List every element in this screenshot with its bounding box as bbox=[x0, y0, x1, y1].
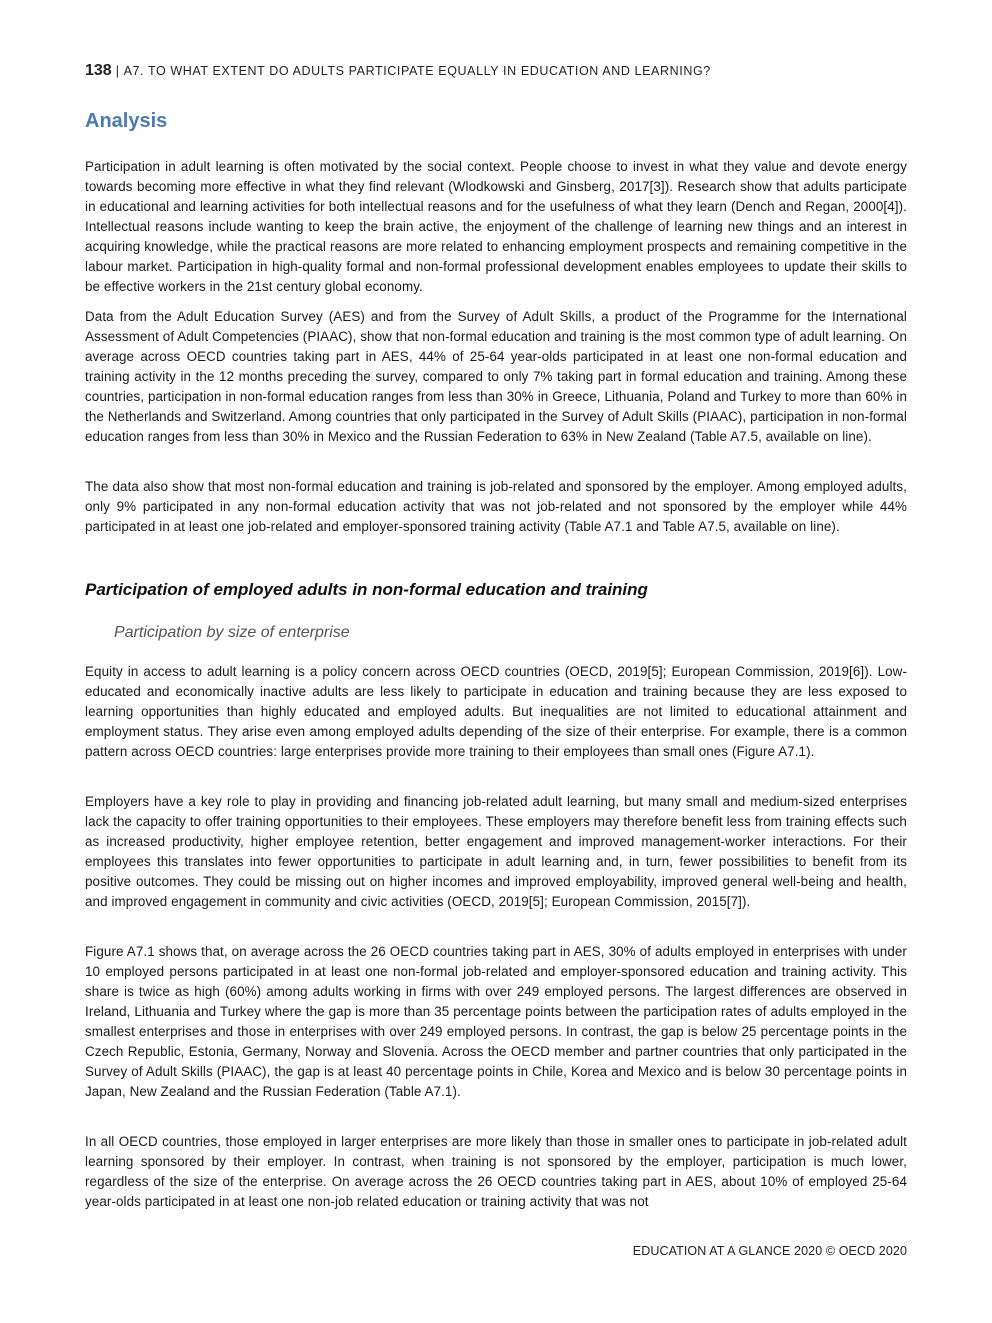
section-title: Analysis bbox=[85, 110, 168, 132]
subsection-title: Participation of employed adults in non-formal education and training bbox=[85, 580, 648, 599]
page-footer: EDUCATION AT A GLANCE 2020 © OECD 2020 bbox=[632, 1244, 907, 1258]
paragraph-employers: Employers have a key role to play in providing and financing job-related adult learning, but many small and medium-sized enterprises lack the capacity to offer training opportunities to their employees. These employers may therefore benefit less from training effects such as increased productivity, higher employee retention, better engagement and improved management-worker interactions. For their employees this translates into fewer opportunities to participate in adult learning and, in turn, fewer possibilities to benefit from its positive outcomes. They could be missing out on higher incomes and improved employability, improved general well-being and health, and improved engagement in community and civic activities (OECD, 2019[5]; European Commission, 2015[7]). bbox=[85, 794, 907, 909]
paragraph-equity: Equity in access to adult learning is a policy concern across OECD countries (OECD, 2019[5]; European Commission, 2019[6]). Low-educated and economically inactive adults are less likely to participate in education and training because they are less exposed to learning opportunities than highly educated and employed adults. But inequalities are not limited to educational attainment and employment status. They arise even among employed adults depending of the size of their enterprise. For example, there is a common pattern across OECD countries: large enterprises provide more training to their employees than small ones (Figure A7.1). bbox=[85, 664, 907, 759]
paragraph-larger-enterprises: In all OECD countries, those employed in larger enterprises are more likely than those in smaller ones to participate in job-related adult learning sponsored by their employer. In contrast, when training is not sponsored by the employer, participation is much lower, regardless of the size of the enterprise. On average across the 26 OECD countries taking part in AES, about 10% of employed 25-64 year-olds participated in at least one non-job related education or training activity that was not bbox=[85, 1134, 907, 1209]
paragraph-figure-a7-1: Figure A7.1 shows that, on average across the 26 OECD countries taking part in AES, 30% of adults employed in enterprises with under 10 employed persons participated in at least one non-formal job-related and employer-sponsored education and training activity. This share is twice as high (60%) among adults working in firms with over 249 employed persons. The largest differences are observed in Ireland, Lithuania and Turkey where the gap is more than 35 percentage points between the participation rates of adults employed in the smallest enterprises and those in enterprises with over 249 employed persons. In contrast, the gap is below 25 percentage points in the Czech Republic, Estonia, Germany, Norway and Slovenia. Across the OECD member and partner countries that only participated in the Survey of Adult Skills (PIAAC), the gap is at least 40 percentage points in Chile, Korea and Mexico and is below 30 percentage points in Japan, New Zealand and the Russian Federation (Table A7.1). bbox=[85, 944, 907, 1099]
header-separator: | bbox=[115, 64, 120, 78]
subsubsection-title: Participation by size of enterprise bbox=[114, 624, 350, 641]
page-number: 138 bbox=[85, 62, 112, 79]
running-header bbox=[85, 62, 711, 80]
paragraph-job-related: The data also show that most non-formal education and training is job-related and sponsored by the employer. Among employed adults, only 9% participated in any non-formal education activity that was not job-related and not sponsored by the employer while 44% participated in at least one job-related and employer-sponsored training activity (Table A7.1 and Table A7.5, available on line). bbox=[85, 479, 907, 534]
paragraph-data-sources: Data from the Adult Education Survey (AES) and from the Survey of Adult Skills, a product of the Programme for the International Assessment of Adult Competencies (PIAAC), show that non-formal education and training is the most common type of adult learning. On average across OECD countries taking part in AES, 44% of 25-64 year-olds participated in at least one non-formal education and training activity in the 12 months preceding the survey, compared to only 7% taking part in formal education and training. Among these countries, participation in non-formal education ranges from less than 30% in Greece, Lithuania, Poland and Turkey to more than 60% in the Netherlands and Switzerland. Among countries that only participated in the Survey of Adult Skills (PIAAC), participation in non-formal education ranges from less than 30% in Mexico and the Russian Federation to 63% in New Zealand (Table A7.5, available on line). bbox=[85, 309, 907, 444]
chapter-title: A7. TO WHAT EXTENT DO ADULTS PARTICIPATE EQUALLY IN EDUCATION AND LEARNING? bbox=[123, 64, 711, 78]
paragraph-motivation: Participation in adult learning is often motivated by the social context. People choose to invest in what they value and devote energy towards becoming more effective in what they find relevant (Wlodkowski and Ginsberg, 2017[3]). Research show that adults participate in educational and learning activities for both intellectual reasons and for the usefulness of what they learn (Dench and Regan, 2000[4]). Intellectual reasons include wanting to keep the brain active, the enjoyment of the challenge of learning new things and an interest in acquiring knowledge, while the practical reasons are more related to enhancing employment prospects and remaining competitive in the labour market. Participation in high-quality formal and non-formal professional development enables employees to update their skills to be effective workers in the 21st century global economy. bbox=[85, 159, 907, 294]
